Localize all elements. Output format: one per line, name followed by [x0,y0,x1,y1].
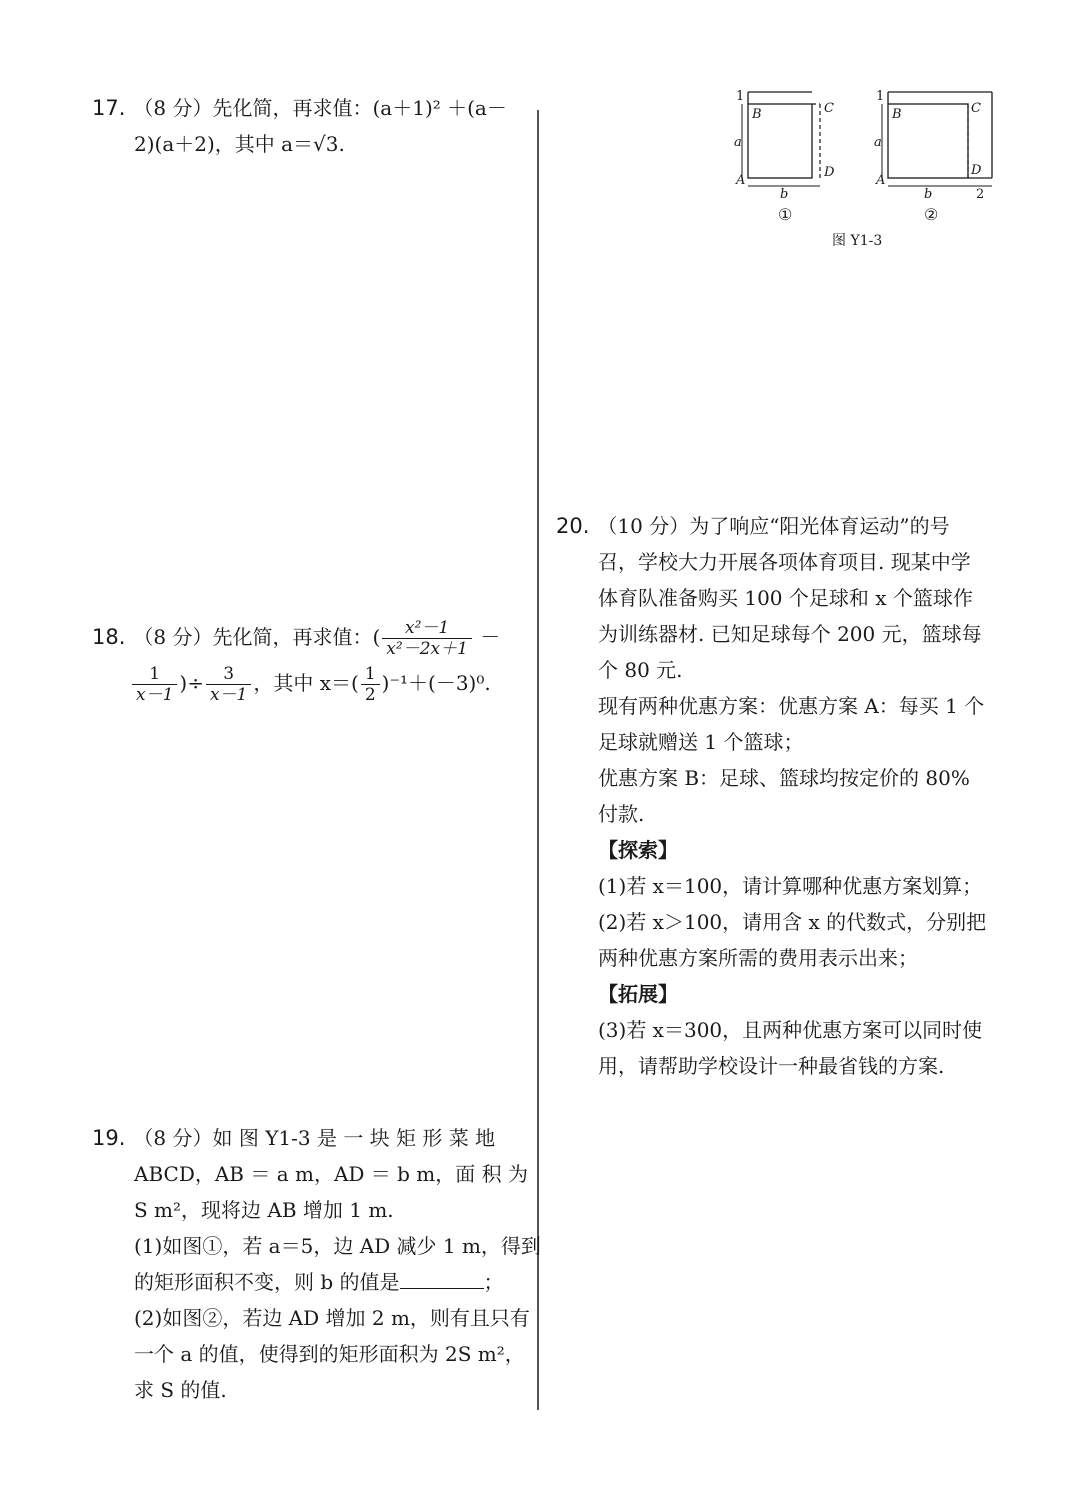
condition-tail: )⁻¹＋(－3)⁰. [381,671,491,695]
question-20-line: 体育队准备购买 100 个足球和 x 个篮球作 [598,586,973,610]
label-a: a [734,135,742,150]
question-20-line: 足球就赠送 1 个篮球； [598,730,804,754]
extend-item: 用，请帮助学校设计一种最省钱的方案. [598,1054,945,1078]
question-number: 19. [92,1126,126,1150]
question-19-line: （8 分）如 图 Y1-3 是 一 块 矩 形 菜 地 [133,1126,496,1150]
fraction-denominator: 2 [364,685,376,705]
label-2: 2 [976,187,985,202]
question-20-line: （10 分）为了响应“阳光体育运动”的号 [597,514,950,538]
label-b: b [924,187,933,202]
explore-item: (1)若 x＝100，请计算哪种优惠方案划算； [598,874,983,898]
label-B: B [752,107,762,122]
question-17 [92,90,507,162]
extend-item: (3)若 x＝300，且两种优惠方案可以同时使 [598,1018,983,1042]
label-1: 1 [876,89,885,104]
label-B: B [892,107,902,122]
label-D: D [971,163,982,178]
question-18-intro: （8 分）先化简，再求值：( [133,625,381,649]
label-C: C [824,101,834,116]
question-17-line1: （8 分）先化简，再求值：(a＋1)² ＋(a－ [133,96,507,120]
fraction-1 [382,618,472,659]
question-17-line2: 2)(a＋2)，其中 a＝√3. [134,132,345,156]
question-18 [92,614,500,706]
question-20-line: 现有两种优惠方案：优惠方案 A：每买 1 个 [598,694,985,718]
figure-caption: 图 Y1-3 [832,233,883,249]
figure-1-label: ① [778,205,793,224]
question-19-line: 一个 a 的值，使得到的矩形面积为 2S m²， [134,1342,525,1366]
question-20-line: 付款. [598,802,645,826]
question-20-line: 为训练器材. 已知足球每个 200 元，篮球每 [598,622,982,646]
question-number: 20. [556,514,590,538]
fraction-half [361,664,380,705]
semicolon: ； [483,1270,504,1294]
label-C: C [971,101,981,116]
label-b: b [780,187,789,202]
question-19-line: (2)如图②，若边 AD 增加 2 m，则有且只有 [134,1306,530,1330]
fraction-numerator: 1 [132,664,177,685]
question-20-line: 召，学校大力开展各项体育项目. 现某中学 [598,550,971,574]
minus-sign: － [473,625,501,649]
condition-text: ，其中 x＝( [253,671,359,695]
question-number: 18. [92,625,126,649]
question-19-line: 的矩形面积不变，则 b 的值是 [134,1270,400,1294]
question-19-line: ABCD，AB ＝ a m，AD ＝ b m，面 积 为 [134,1162,528,1186]
label-A: A [736,173,746,188]
question-19-line: (1)如图①，若 a＝5，边 AD 减少 1 m，得到 [134,1234,541,1258]
question-20-line: 优惠方案 B：足球、篮球均按定价的 80% [598,766,970,790]
fraction-denominator: x²－2x＋1 [386,639,468,659]
fraction-numerator: x²－1 [382,618,472,639]
divide-sign: )÷ [179,671,204,695]
fraction-3 [206,664,251,705]
label-a: a [874,135,882,150]
question-20-line: 个 80 元. [598,658,683,682]
question-20 [556,508,986,1084]
fraction-numerator: 3 [206,664,251,685]
figure-1 [734,89,835,224]
label-1: 1 [736,89,745,104]
fraction-numerator: 1 [361,664,380,685]
label-A: A [876,173,886,188]
figure-2 [874,89,992,224]
fraction-denominator: x－1 [136,685,174,705]
figure-2-label: ② [924,205,939,224]
question-19-line: 求 S 的值. [134,1378,227,1402]
fraction-denominator: x－1 [209,685,248,705]
question-19 [92,1120,541,1408]
explore-heading: 【探索】 [598,838,678,862]
extend-heading: 【拓展】 [598,982,678,1006]
question-number: 17. [92,96,126,120]
label-D: D [824,165,835,180]
question-19-line: S m²，现将边 AB 增加 1 m. [134,1198,394,1222]
explore-item: (2)若 x＞100，请用含 x 的代数式，分别把 [598,910,987,934]
answer-blank[interactable] [400,1266,484,1289]
explore-item: 两种优惠方案所需的费用表示出来； [598,946,918,970]
fraction-2 [132,664,177,705]
